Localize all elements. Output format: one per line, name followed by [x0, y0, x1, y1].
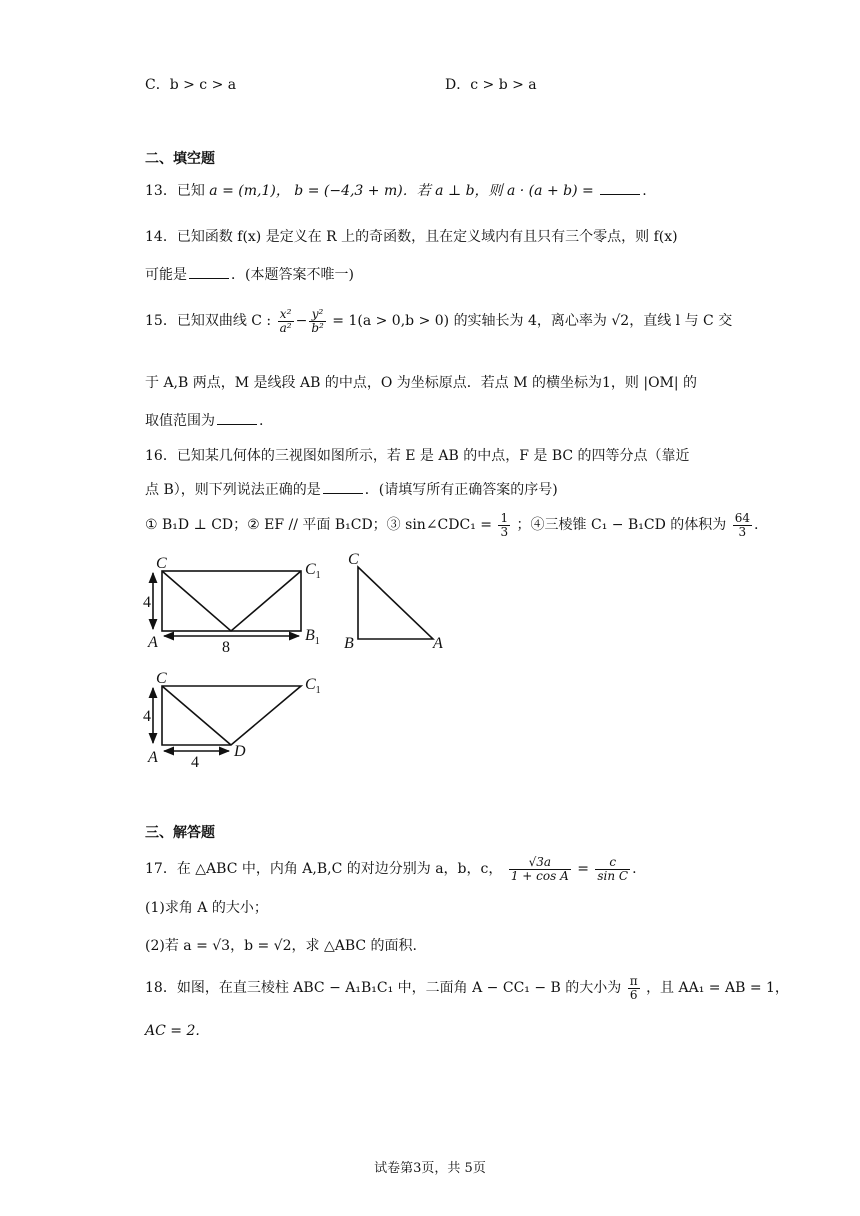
- side-view-triangle: [358, 567, 433, 639]
- question-13: [145, 180, 647, 200]
- section-heading-fill-blank: 二、填空题: [145, 151, 215, 167]
- question-15-line-2: 于 A,B 两点，M 是线段 AB 的中点，O 为坐标原点．若点 M 的横坐标为1，则 |OM| 的: [145, 375, 698, 391]
- q14-lead: 可能是: [145, 267, 187, 283]
- option-c: C．b > c > a: [145, 77, 237, 93]
- q13-number: 13．: [145, 183, 177, 199]
- side-label-a: A: [433, 635, 443, 652]
- top-label-d: D: [234, 743, 246, 760]
- side-label-c: C: [348, 551, 359, 568]
- q16-fraction-one-third: [498, 512, 510, 538]
- side-label-b: B: [344, 635, 354, 652]
- q17-f-numerator: √3a: [528, 855, 551, 869]
- question-17-line-1: [145, 856, 637, 882]
- q16-instruction: ．(请填写所有正确答案的序号): [364, 482, 558, 498]
- q16-end: .: [753, 517, 759, 534]
- question-14-line-2: [145, 264, 354, 284]
- q15-y-denominator: b²: [311, 320, 324, 335]
- question-17-part-1: (1)求角 A 的大小；: [145, 900, 268, 916]
- q14-answer-blank[interactable]: [189, 266, 229, 279]
- question-15-line-1: 15．已知双曲线 C : $\frac{\text{x²}}{\text{a²}}$ − $\frac{\text{y²}}{\text{b²}}$ = 1(a > 0,b > 0) 的实轴长为 4，离心率为 √2，直线 l 与 C 交: [145, 307, 733, 335]
- q17-f-denominator: 1 + cos A: [510, 868, 569, 883]
- q15-y-numerator: y²: [311, 307, 324, 321]
- q16-f2-denominator: 3: [733, 525, 752, 539]
- front-width-label: 8: [222, 639, 230, 656]
- question-14-line-1: 14．已知函数 f(x) 是定义在 R 上的奇函数，且在定义域内有且只有三个零点，则 f(x): [145, 229, 678, 245]
- q17-end: .: [632, 861, 637, 878]
- q13-end: .: [642, 183, 647, 199]
- question-16-line-3: [145, 512, 758, 538]
- front-height-label: 4: [143, 594, 151, 611]
- q15-lead: 15．已知双曲线 C :: [145, 313, 272, 330]
- front-view-v-lines: [162, 571, 301, 631]
- q17-fraction-right: [595, 856, 630, 882]
- q18-f-denominator: 6: [628, 988, 640, 1002]
- top-height-label: 4: [143, 708, 151, 725]
- q13-vector-b: b = (−4,3 + m)．若: [294, 183, 431, 199]
- option-d: D．c > b > a: [445, 77, 537, 93]
- section-heading-answer: 三、解答题: [145, 825, 215, 841]
- top-view-trapezoid: [162, 686, 301, 745]
- q15-x-numerator: x²: [279, 307, 292, 321]
- top-label-a: A: [148, 749, 158, 766]
- question-16-line-2: [145, 479, 558, 499]
- q16-f1-denominator: 3: [500, 524, 509, 539]
- q17-fraction-left: [509, 856, 571, 882]
- question-15-line-3: [145, 410, 263, 430]
- q15-tail: = 1(a > 0,b > 0) 的实轴长为 4，离心率为 √2，直线 l 与 C 交: [332, 313, 733, 330]
- q18-tail: ，且 AA₁ = AB = 1，: [646, 980, 789, 997]
- q15-range-lead: 取值范围为: [145, 413, 215, 429]
- q13-lead: 已知: [176, 183, 205, 199]
- q15-answer-blank[interactable]: [217, 412, 257, 425]
- front-label-c1: $C_1$: [305, 561, 321, 581]
- q13-vector-a: a = (m,1)，: [209, 183, 290, 199]
- top-view-diagonal: [162, 686, 231, 745]
- front-view-rectangle: [162, 571, 301, 631]
- front-label-b1: $B_1$: [305, 627, 320, 647]
- three-view-figure: [140, 548, 460, 771]
- q16-f2-numerator: 64: [734, 511, 750, 525]
- q17-equals: =: [577, 861, 589, 878]
- front-label-a: A: [148, 634, 158, 651]
- q17-g-numerator: c: [609, 855, 617, 869]
- question-18-line-2: AC = 2.: [145, 1023, 200, 1039]
- q16-answer-blank[interactable]: [323, 481, 363, 494]
- q15-y-fraction: [309, 308, 326, 334]
- q18-lead: 18．如图，在直三棱柱 ABC − A₁B₁C₁ 中，二面角 A − CC₁ − B 的大小为: [145, 980, 622, 997]
- q13-answer-blank[interactable]: [600, 182, 640, 195]
- q15-x-denominator: a²: [279, 320, 292, 335]
- q16-lead: 点 B），则下列说法正确的是: [145, 482, 321, 498]
- question-18-line-1: [145, 975, 789, 1001]
- top-label-c: C: [156, 670, 167, 687]
- q15-end: .: [259, 413, 264, 429]
- question-17-part-2: (2)若 a = √3，b = √2，求 △ABC 的面积.: [145, 938, 417, 954]
- q13-expression: a · (a + b) =: [506, 183, 594, 199]
- question-16-line-1: 16．已知某几何体的三视图如图所示，若 E 是 AB 的中点，F 是 BC 的四等分点（靠近: [145, 448, 690, 464]
- q17-lead: 17．在 △ABC 中，内角 A,B,C 的对边分别为 a，b，c，: [145, 861, 503, 878]
- q16-statements-a: ① B₁D ⊥ CD；② EF // 平面 B₁CD；③ sin∠CDC₁ =: [145, 517, 492, 534]
- front-label-c: C: [156, 555, 167, 572]
- q14-note: ．(本题答案不唯一): [231, 267, 354, 283]
- top-label-c1: $C_1$: [305, 676, 321, 696]
- q17-g-denominator: sin C: [597, 868, 629, 883]
- q18-fraction-pi-6: [628, 975, 640, 1001]
- q15-x-fraction: [278, 308, 294, 334]
- q16-f1-numerator: 1: [500, 511, 509, 525]
- q18-f-numerator: π: [629, 974, 638, 988]
- q16-statements-b: ；④三棱锥 C₁ − B₁CD 的体积为: [516, 517, 727, 534]
- page-footer: 试卷第3页，共 5页: [374, 1161, 486, 1176]
- top-width-label: 4: [191, 754, 199, 771]
- q16-fraction-volume: [733, 512, 752, 538]
- q13-perpendicular: a ⊥ b，则: [435, 183, 503, 199]
